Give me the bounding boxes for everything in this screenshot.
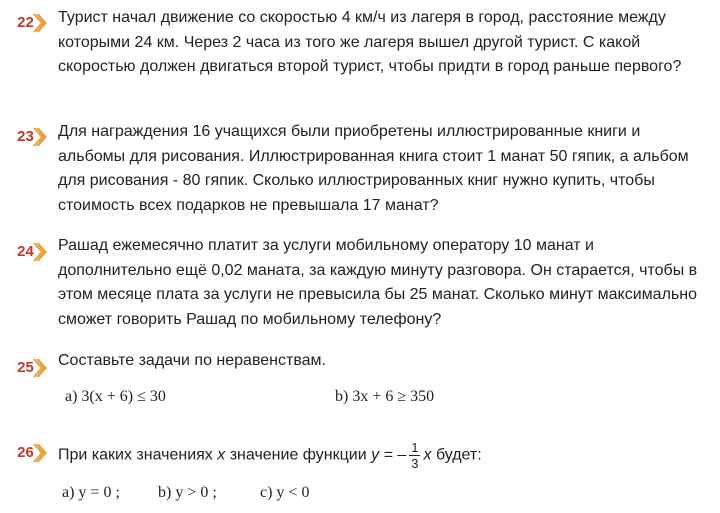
problem-text (58, 440, 708, 471)
text-before: При каких значениях (58, 446, 213, 464)
problem-number: 26 (17, 444, 34, 461)
text-after: будет: (435, 446, 482, 464)
problem-text: Турист начал движение со скоростью 4 км/ч из лагеря в город, расстояние между которыми 24 км. Через 2 часа из того же лагеря вышел другой турист. С какой скоростью должен двигаться второй турист, чтобы придти в город раньше первого? (58, 9, 682, 75)
problem-number-badge (12, 442, 48, 464)
problem-text: Рашад ежемесячно платит за услуги мобильному оператору 10 манат и дополнительно ещё 0,02 маната, за каждую минуту разговора. Он старается, чтобы в этом месяце плата за услуги не превысила бы 25 манат. Сколько минут максимально сможет говорить Рашад по мобильному телефону? (58, 237, 698, 328)
variable-x: x (217, 446, 226, 464)
problem-number-badge (12, 241, 48, 263)
condition-a: a) y = 0 ; (62, 484, 120, 501)
problem-number: 25 (17, 359, 34, 376)
function-lhs: y = – (371, 446, 407, 464)
problem-number: 22 (17, 14, 34, 31)
inequality-a: a) 3(x + 6) ≤ 30 (65, 388, 166, 405)
condition-b: b) y > 0 ; (158, 484, 217, 501)
problem-text: Для награждения 16 учащихся были приобретены иллюстрированные книги и альбомы для рисования. Иллюстрированная книга стоит 1 манат 50 гяпик, а альбом для рисования - 80 гяпик. Сколько иллюстрированных книг нужно купить, чтобы стоимость всех подарков не превышала 17 манат? (58, 123, 689, 214)
inequality-b: b) 3x + 6 ≥ 350 (335, 388, 435, 405)
problem-number: 24 (17, 243, 34, 260)
condition-c: c) y < 0 (260, 484, 310, 501)
fraction-denominator: 3 (411, 456, 419, 471)
problem-number-badge (12, 357, 48, 379)
fraction (409, 440, 420, 471)
text-middle: значение функции (229, 446, 367, 464)
problem-number-badge (12, 126, 48, 148)
problem-text: Составьте задачи по неравенствам. (58, 352, 326, 369)
problem-number: 23 (17, 128, 34, 145)
problem-number-badge (12, 12, 48, 34)
function-var: x (423, 446, 432, 464)
fraction-numerator: 1 (411, 440, 419, 455)
